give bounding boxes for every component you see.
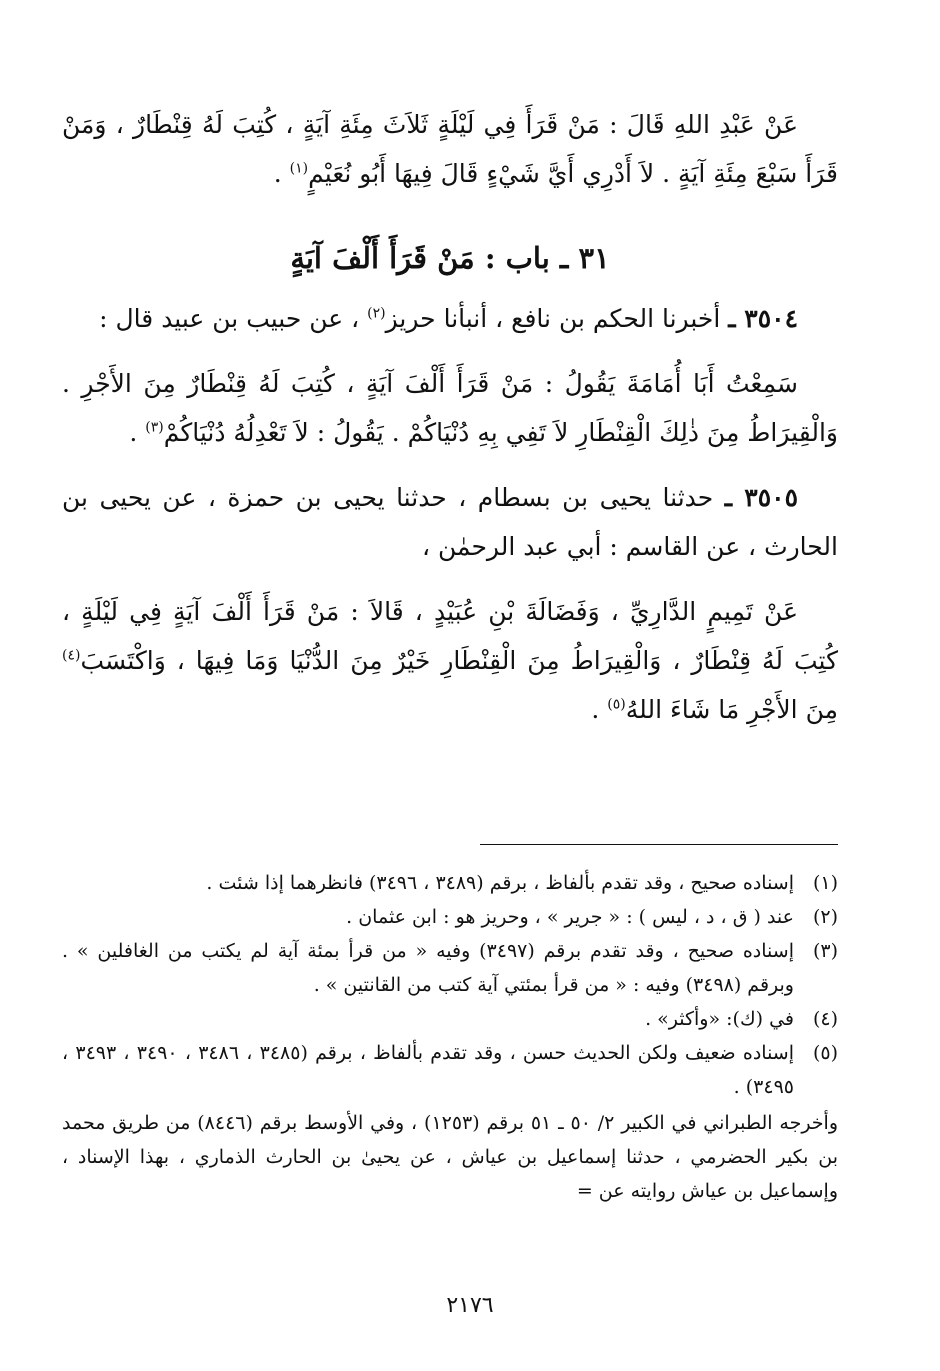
footnote-ref-4[interactable]: (٤) xyxy=(62,647,81,664)
hadith-paragraph-5: عَنْ تَمِيمٍ الدَّارِيِّ ، وَفَضَالَةَ بْنِ عُبَيْدٍ ، قَالاَ : مَنْ قَرَأَ أَلْفَ آيَةٍ فِي لَيْلَةٍ ، كُتِبَ لَهُ قِنْطَارٌ ، وَالْقِيرَاطُ مِنَ الْقِنْطَارِ خَيْرٌ مِنَ الدُّنْيَا وَمَا فِيهَا ، وَاكْتَسَبَ$^{(٤)}$ مِنَ الأَجْرِ مَا شَاءَ اللهُ$^{(٥)}$ . xyxy=(62,597,838,724)
footnote-1: (١) إسناده صحيح ، وقد تقدم بألفاظ ، برقم (٣٤٨٩ ، ٣٤٩٦) فانظرهما إذا شئت . xyxy=(206,872,838,894)
footnote-4: (٤) في (ك): «وأكثر» . xyxy=(645,1008,838,1030)
hadith-number-3504: ٣٥٠٤ ـ xyxy=(728,304,798,333)
page-number: ٢١٧٦ xyxy=(446,1293,494,1318)
hadith-number-3505: ٣٥٠٥ ـ xyxy=(724,483,798,512)
chapter-heading: ٣١ ـ باب : مَنْ قَرَأَ أَلْفَ آيَةٍ xyxy=(290,241,610,275)
footnote-2: (٢) عند ( ق ، د ، ليس ) : « جرير » ، وحريز هو : ابن عثمان . xyxy=(346,906,838,928)
hadith-3505: ٣٥٠٥ ـ حدثنا يحيى بن بسطام ، حدثنا يحيى بن حمزة ، عن يحيى بن الحارث ، عن القاسم : أبي عبد الرحمٰن ، xyxy=(62,483,838,561)
footnote-5: (٥) إسناده ضعيف ولكن الحديث حسن ، وقد تقدم بألفاظ ، برقم (٣٤٨٥ ، ٣٤٨٦ ، ٣٤٩٠ ، ٣٤٩٣ ، ٣٤٩٥) . xyxy=(62,1042,838,1098)
main-text xyxy=(62,100,838,734)
footnotes xyxy=(62,866,838,1208)
footnote-ref-1[interactable]: (١) xyxy=(289,160,309,177)
footnote-ref-3[interactable]: (٣) xyxy=(145,419,164,436)
hadith-paragraph-3: سَمِعْتُ أَبَا أُمَامَةَ يَقُولُ : مَنْ قَرَأَ أَلْفَ آيَةٍ ، كُتِبَ لَهُ قِنْطَارٌ مِنَ الأَجْرِ . وَالْقِيرَاطُ مِنَ ذٰلِكَ الْقِنْطَارِ لاَ تَفِي بِهِ دُنْيَاكُمْ . يَقُولُ : لاَ تَعْدِلُهُ دُنْيَاكُمْ$^{(٣)}$ . xyxy=(62,369,838,447)
footnote-ref-5[interactable]: (٥) xyxy=(607,696,626,713)
footnote-3: (٣) إسناده صحيح ، وقد تقدم برقم (٣٤٩٧) وفيه « من قرأ بمئة آية لم يكتب من الغافلين » . وبرقم (٣٤٩٨) وفيه : « من قرأ بمئتي آية كتب من القانتين » . xyxy=(62,940,838,996)
hadith-paragraph-1: عَنْ عَبْدِ اللهِ قَالَ : مَنْ قَرَأَ فِي لَيْلَةٍ ثَلاَثَ مِئَةِ آيَةٍ ، كُتِبَ لَهُ قِنْطَارٌ ، وَمَنْ قَرَأَ سَبْعَ مِئَةِ آيَةٍ . لاَ أَدْرِي أَيَّ شَيْءٍ قَالَ فِيهَا أَبُو نُعَيْمٍ$^{(١)}$ . xyxy=(62,110,838,188)
footnote-divider xyxy=(480,844,838,845)
footnote-continuation: وأخرجه الطبراني في الكبير ٢/ ٥٠ ـ ٥١ برقم (١٢٥٣) ، وفي الأوسط برقم (٨٤٤٦) من طريق محمد بن بكير الحضرمي ، حدثنا إسماعيل بن عياش ، عن يحيىٰ بن الحارث الذماري ، بهذا الإسناد ، وإسماعيل بن عياش روايته عن = xyxy=(62,1112,838,1202)
footnote-ref-2[interactable]: (٢) xyxy=(367,305,386,322)
hadith-3504: ٣٥٠٤ ـ أخبرنا الحكم بن نافع ، أنبأنا حريز$^{(٢)}$ ، عن حبيب بن عبيد قال : xyxy=(99,304,798,333)
